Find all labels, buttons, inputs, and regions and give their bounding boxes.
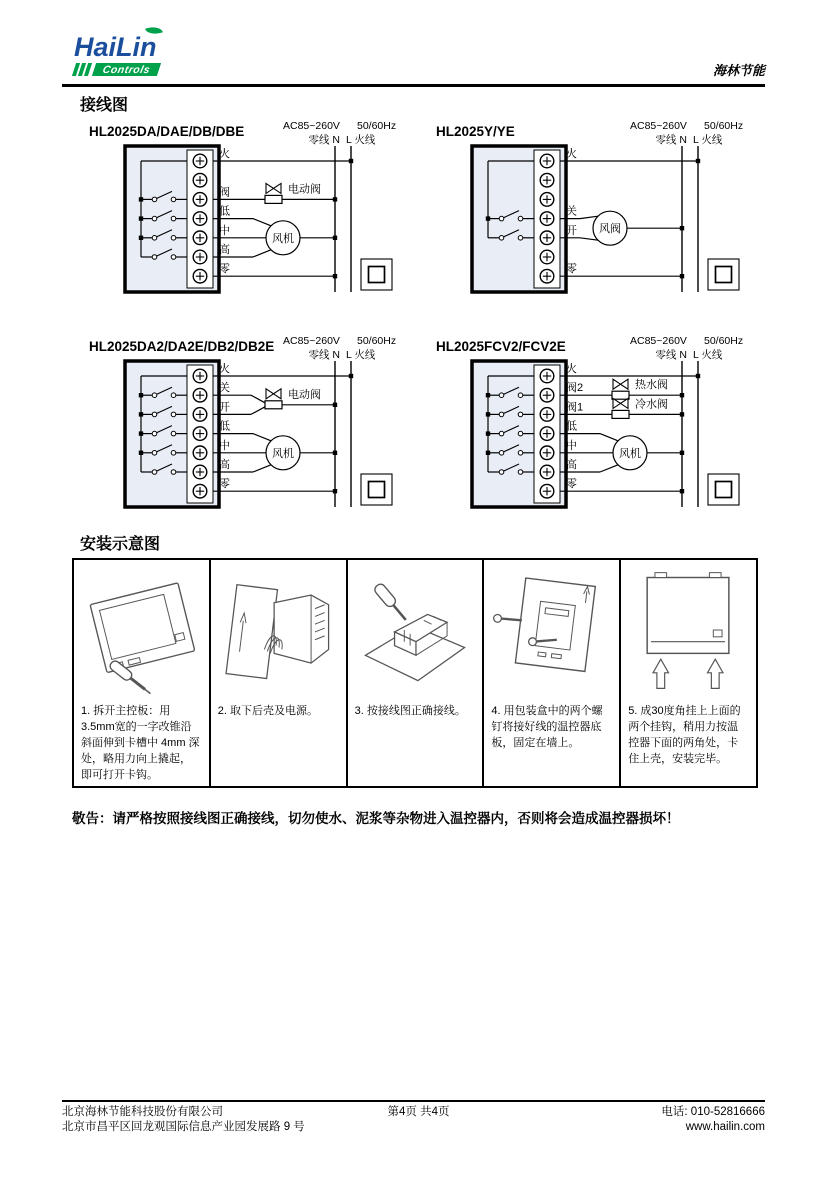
terminal-label: 中 bbox=[219, 224, 230, 237]
wire bbox=[580, 238, 598, 240]
logo-brand-text bbox=[74, 34, 159, 61]
wire bbox=[253, 465, 271, 472]
switch-contact bbox=[152, 470, 157, 475]
terminal-label: 零 bbox=[566, 263, 577, 276]
switch-contact bbox=[152, 393, 157, 398]
switch-contact bbox=[518, 412, 523, 417]
terminal-label: 火 bbox=[566, 148, 577, 160]
wiring-section-heading: 接线图 bbox=[80, 97, 129, 114]
install-caption-1: 1. 拆开主控板：用 3.5mm宽的一字改锥沿斜面伸到卡槽中 4mm 深处，略用力向上撬起，即可打开卡钩。 bbox=[81, 705, 200, 781]
warning-notice: 敬告：请严格按照接线图正确接线，切勿使水、泥浆等杂物进入温控器内，否则将会造成温控器损坏！ bbox=[72, 811, 680, 826]
valve-actuator bbox=[265, 401, 282, 409]
wall-box-inner bbox=[716, 267, 732, 283]
wire bbox=[253, 219, 271, 226]
valve-symbol bbox=[266, 183, 281, 193]
switch-contact bbox=[499, 431, 504, 436]
junction-dot bbox=[680, 451, 684, 455]
junction-dot bbox=[680, 412, 684, 416]
install-caption-2: 2. 取下后壳及电源。 bbox=[217, 705, 319, 717]
switch-contact bbox=[499, 393, 504, 398]
diagram-title: HL2025FCV2/FCV2E bbox=[436, 339, 566, 354]
install-step-5 bbox=[621, 560, 756, 786]
device-label: 风阀 bbox=[599, 223, 621, 236]
junction-dot bbox=[349, 374, 353, 378]
device-label: 风机 bbox=[619, 447, 641, 460]
switch-contact bbox=[499, 216, 504, 221]
hailin-logo bbox=[74, 34, 159, 76]
wiring-diagram-hl2025fcv2 bbox=[432, 331, 772, 525]
install-illustration-remove-back bbox=[211, 560, 346, 702]
terminal-label: 高 bbox=[219, 459, 230, 471]
install-illustration-thermostat-screwdriver bbox=[74, 560, 209, 702]
wall-box-inner bbox=[369, 482, 385, 498]
junction-dot bbox=[333, 274, 337, 278]
power-spec: AC85~260V bbox=[630, 335, 687, 347]
company-name: 北京海林节能科技股份有限公司 bbox=[62, 1106, 223, 1118]
valve-symbol bbox=[613, 398, 628, 408]
wire bbox=[251, 395, 265, 403]
live-line-label: L 火线 bbox=[693, 349, 723, 361]
diagram-title: HL2025DA2/DA2E/DB2/DB2E bbox=[89, 339, 275, 354]
install-step-1 bbox=[74, 560, 211, 786]
terminal-label: 零 bbox=[219, 263, 230, 276]
install-section-heading: 安装示意图 bbox=[80, 536, 161, 553]
junction-dot bbox=[486, 431, 490, 435]
wiring-diagram-hl2025y bbox=[432, 116, 772, 310]
wiring-diagram-hl2025da bbox=[85, 116, 425, 310]
terminal-label: 火 bbox=[566, 363, 577, 375]
install-illustration-front-cover bbox=[621, 560, 756, 702]
neutral-line-label: 零线 N bbox=[308, 134, 340, 146]
wire bbox=[600, 434, 618, 441]
logo-subtitle-row bbox=[74, 63, 159, 76]
junction-dot bbox=[680, 393, 684, 397]
junction-dot bbox=[680, 274, 684, 278]
header-divider bbox=[62, 84, 765, 87]
switch-contact bbox=[152, 236, 157, 241]
website-url: www.hailin.com bbox=[685, 1121, 765, 1134]
device-label: 电动阀 bbox=[288, 183, 321, 196]
live-line-label: L 火线 bbox=[346, 349, 376, 361]
terminal-label: 阀2 bbox=[566, 382, 584, 395]
switch-contact bbox=[499, 451, 504, 456]
freq-spec: 50/60Hz bbox=[704, 335, 744, 347]
switch-contact bbox=[518, 393, 523, 398]
junction-dot bbox=[349, 159, 353, 163]
installation-steps-table bbox=[72, 558, 758, 788]
valve-actuator bbox=[265, 195, 282, 203]
junction-dot bbox=[680, 226, 684, 230]
device-label: 风机 bbox=[272, 447, 294, 460]
device-label: 热水阀 bbox=[635, 379, 668, 392]
junction-dot bbox=[139, 197, 143, 201]
switch-contact bbox=[152, 216, 157, 221]
install-step-4 bbox=[484, 560, 621, 786]
terminal-label: 高 bbox=[566, 459, 577, 471]
terminal-label: 开 bbox=[219, 401, 230, 414]
wire bbox=[600, 465, 618, 472]
page-number: 第4页 共4页 bbox=[387, 1106, 450, 1118]
junction-dot bbox=[486, 216, 490, 220]
diagram-title: HL2025DA/DAE/DB/DBE bbox=[89, 124, 245, 139]
switch-contact bbox=[518, 470, 523, 475]
power-spec: AC85~260V bbox=[283, 335, 340, 347]
install-step-3 bbox=[348, 560, 485, 786]
switch-contact bbox=[171, 431, 176, 436]
device-label: 电动阀 bbox=[288, 388, 321, 401]
logo-brand-label: HaiLin bbox=[74, 32, 157, 62]
terminal-label: 关 bbox=[566, 205, 577, 218]
junction-dot bbox=[486, 393, 490, 397]
terminal-label: 高 bbox=[219, 244, 230, 256]
wiring-diagram-hl2025da2 bbox=[85, 331, 425, 525]
wall-box-inner bbox=[369, 267, 385, 283]
junction-dot bbox=[680, 489, 684, 493]
switch-contact bbox=[152, 451, 157, 456]
switch-contact bbox=[152, 197, 157, 202]
terminal-label: 低 bbox=[566, 420, 577, 433]
footer-right bbox=[450, 1105, 766, 1135]
terminal-label: 关 bbox=[219, 382, 230, 395]
terminal-label: 开 bbox=[566, 224, 577, 237]
switch-contact bbox=[518, 451, 523, 456]
junction-dot bbox=[139, 451, 143, 455]
wall-box-inner bbox=[716, 482, 732, 498]
switch-contact bbox=[171, 216, 176, 221]
switch-contact bbox=[171, 393, 176, 398]
switch-contact bbox=[152, 431, 157, 436]
junction-dot bbox=[139, 412, 143, 416]
terminal-label: 火 bbox=[219, 363, 230, 375]
phone-number: 电话: 010-52816666 bbox=[661, 1106, 765, 1118]
switch-contact bbox=[171, 451, 176, 456]
junction-dot bbox=[333, 451, 337, 455]
header-right-text: 海林节能 bbox=[712, 63, 765, 78]
terminal-label: 低 bbox=[219, 420, 230, 433]
install-step-2 bbox=[211, 560, 348, 786]
switch-contact bbox=[499, 236, 504, 241]
terminal-label: 火 bbox=[219, 148, 230, 160]
junction-dot bbox=[139, 236, 143, 240]
logo-sub-label: Controls bbox=[101, 63, 152, 76]
junction-dot bbox=[139, 216, 143, 220]
logo-sub-badge bbox=[92, 63, 161, 76]
neutral-line-label: 零线 N bbox=[655, 134, 687, 146]
freq-spec: 50/60Hz bbox=[357, 335, 397, 347]
wire bbox=[580, 216, 598, 218]
neutral-line-label: 零线 N bbox=[308, 349, 340, 361]
page-footer bbox=[62, 1100, 765, 1135]
valve-symbol bbox=[266, 389, 281, 399]
company-address: 北京市昌平区回龙观国际信息产业园发展路 9 号 bbox=[62, 1121, 305, 1134]
wire bbox=[253, 250, 271, 257]
switch-contact bbox=[518, 236, 523, 241]
switch-contact bbox=[518, 431, 523, 436]
wire bbox=[253, 434, 271, 441]
power-spec: AC85~260V bbox=[630, 120, 687, 132]
switch-contact bbox=[171, 236, 176, 241]
terminal-label: 中 bbox=[566, 439, 577, 452]
device-label: 冷水阀 bbox=[635, 398, 668, 411]
terminal-label: 低 bbox=[219, 205, 230, 218]
freq-spec: 50/60Hz bbox=[357, 120, 397, 132]
switch-contact bbox=[499, 412, 504, 417]
switch-contact bbox=[171, 197, 176, 202]
switch-contact bbox=[171, 412, 176, 417]
terminal-label: 零 bbox=[566, 478, 577, 491]
neutral-line-label: 零线 N bbox=[655, 349, 687, 361]
terminal-label: 零 bbox=[219, 478, 230, 491]
switch-contact bbox=[152, 255, 157, 260]
terminal-label: 阀 bbox=[219, 186, 230, 199]
junction-dot bbox=[486, 412, 490, 416]
valve-actuator bbox=[612, 410, 629, 418]
valve-symbol bbox=[613, 379, 628, 389]
junction-dot bbox=[696, 159, 700, 163]
switch-contact bbox=[152, 412, 157, 417]
switch-contact bbox=[499, 470, 504, 475]
junction-dot bbox=[333, 403, 337, 407]
install-illustration-wiring bbox=[348, 560, 483, 702]
footer-left bbox=[62, 1105, 378, 1135]
live-line-label: L 火线 bbox=[346, 134, 376, 146]
install-caption-3: 3. 按接线图正确接线。 bbox=[354, 705, 466, 717]
power-spec: AC85~260V bbox=[283, 120, 340, 132]
terminal-label: 阀1 bbox=[566, 401, 584, 414]
install-illustration-screws bbox=[484, 560, 619, 702]
switch-contact bbox=[171, 470, 176, 475]
switch-contact bbox=[518, 216, 523, 221]
valve-actuator bbox=[612, 391, 629, 399]
junction-dot bbox=[333, 197, 337, 201]
wire bbox=[251, 407, 265, 415]
junction-dot bbox=[139, 393, 143, 397]
live-line-label: L 火线 bbox=[693, 134, 723, 146]
terminal-label: 中 bbox=[219, 439, 230, 452]
junction-dot bbox=[486, 451, 490, 455]
junction-dot bbox=[333, 489, 337, 493]
junction-dot bbox=[333, 236, 337, 240]
switch-contact bbox=[171, 255, 176, 260]
install-caption-5: 5. 成30度角挂上上面的两个挂钩，稍用力按温控器下面的两角处，卡住上壳，安装完毕。 bbox=[628, 705, 741, 765]
junction-dot bbox=[696, 374, 700, 378]
junction-dot bbox=[139, 431, 143, 435]
install-caption-4: 4. 用包装盒中的两个螺钉将接好线的温控器底板，固定在墙上。 bbox=[491, 705, 603, 749]
device-label: 风机 bbox=[272, 232, 294, 245]
diagram-title: HL2025Y/YE bbox=[436, 124, 515, 139]
freq-spec: 50/60Hz bbox=[704, 120, 744, 132]
